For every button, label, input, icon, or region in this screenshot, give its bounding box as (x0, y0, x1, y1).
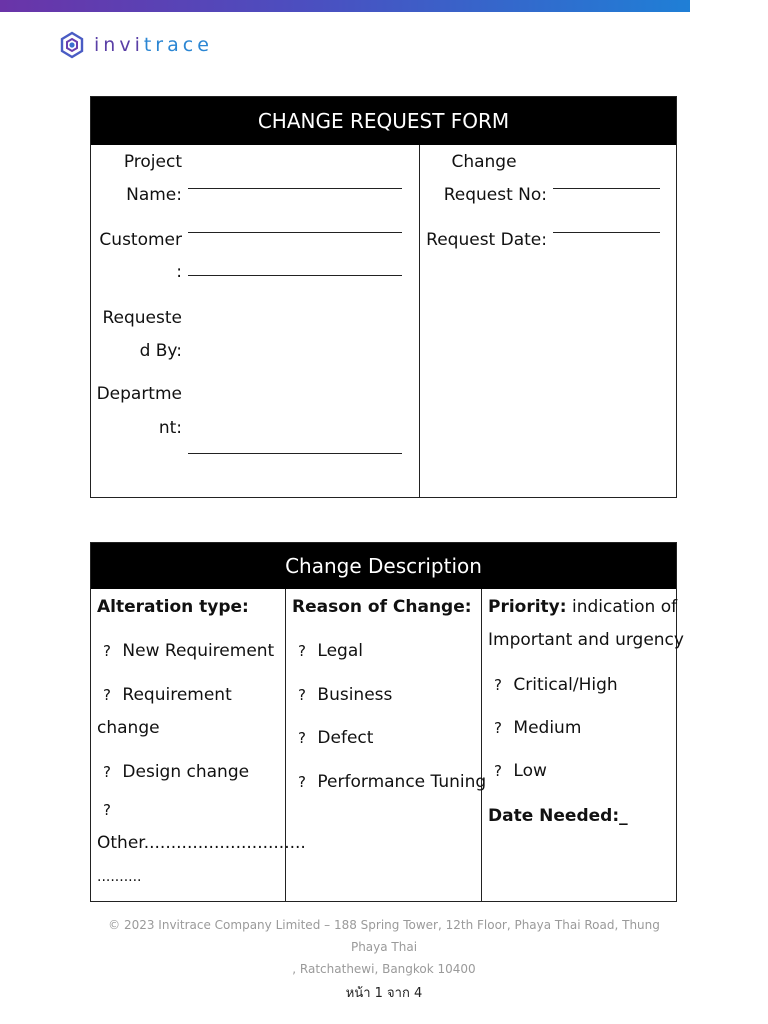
invitrace-logo (58, 30, 213, 60)
project-name-field[interactable] (188, 188, 402, 189)
alteration-option-other-checkbox[interactable] (97, 794, 117, 827)
page-number: หน้า 1 จาก 4 (345, 986, 423, 1001)
requested-by-label-line2: d By: (139, 341, 182, 361)
checkbox-icon[interactable]: ? (103, 763, 111, 781)
department-label-line2: nt: (158, 418, 182, 438)
alteration-option-other[interactable]: Other.............................. (97, 833, 306, 853)
reason-option-legal[interactable]: ? Legal (292, 635, 363, 668)
reason-title: Reason of Change: (292, 597, 472, 617)
priority-option-critical-high[interactable]: ? Critical/High (488, 669, 618, 702)
priority-option-low[interactable]: ? Low (488, 755, 547, 788)
top-accent-bar (0, 0, 690, 12)
checkbox-icon[interactable]: ? (298, 773, 306, 791)
reason-option-business[interactable]: ? Business (292, 679, 392, 712)
alteration-option-requirement-change[interactable]: ? Requirement (97, 679, 232, 712)
department-label-line1: Departme (96, 384, 182, 404)
description-header: Change Description (91, 543, 676, 589)
checkbox-icon[interactable]: ? (298, 642, 306, 660)
customer-label-line1: Customer (99, 230, 182, 250)
checkbox-icon[interactable]: ? (494, 762, 502, 780)
checkbox-icon[interactable]: ? (103, 642, 111, 660)
checkbox-icon[interactable]: ? (298, 729, 306, 747)
project-label-line2: Name: (126, 185, 182, 205)
column-divider (419, 145, 420, 497)
footer-address-line2: , Ratchathewi, Bangkok 10400 (292, 962, 476, 976)
change-request-no-label-line2: Request No: (443, 185, 547, 205)
request-date-field[interactable] (553, 232, 660, 233)
checkbox-icon[interactable]: ? (103, 801, 111, 819)
change-description-table (90, 542, 684, 902)
checkbox-icon[interactable]: ? (103, 686, 111, 704)
alteration-option-requirement-change-line2: change (97, 718, 160, 738)
priority-title-line2: Important and urgency (488, 630, 684, 650)
change-request-form (90, 96, 677, 498)
customer-field-line2[interactable] (188, 275, 402, 276)
reason-option-performance-tuning[interactable]: ? Performance Tuning (292, 766, 486, 799)
alteration-option-new-requirement[interactable]: ? New Requirement (97, 635, 274, 668)
column-divider-2 (481, 589, 482, 901)
alteration-title: Alteration type: (97, 597, 249, 617)
form-header: CHANGE REQUEST FORM (91, 97, 676, 145)
change-request-no-field[interactable] (553, 188, 660, 189)
reason-option-defect[interactable]: ? Defect (292, 722, 373, 755)
alteration-option-design-change[interactable]: ? Design change (97, 756, 249, 789)
hexagon-logo-icon (58, 31, 86, 59)
alteration-option-other-line2: .......... (97, 869, 142, 885)
priority-option-medium[interactable]: ? Medium (488, 712, 581, 745)
brand-name: invitrace (94, 34, 213, 56)
customer-field-line1[interactable] (188, 232, 402, 233)
change-request-no-label-line1: Change (451, 152, 517, 172)
requested-by-label-line1: Requeste (102, 308, 182, 328)
priority-title: Priority: indication of (488, 597, 678, 617)
footer-address-line1: © 2023 Invitrace Company Limited – 188 Spring Tower, 12th Floor, Phaya Thai Road, Thung Phaya Thai (108, 918, 660, 954)
date-needed-field[interactable]: Date Needed:_ (488, 806, 628, 826)
checkbox-icon[interactable]: ? (298, 686, 306, 704)
checkbox-icon[interactable]: ? (494, 676, 502, 694)
project-label-line1: Project (123, 152, 182, 172)
checkbox-icon[interactable]: ? (494, 719, 502, 737)
department-field[interactable] (188, 453, 402, 454)
customer-label-line2: : (176, 262, 182, 282)
page-footer (88, 914, 680, 980)
request-date-label: Request Date: (426, 230, 547, 250)
